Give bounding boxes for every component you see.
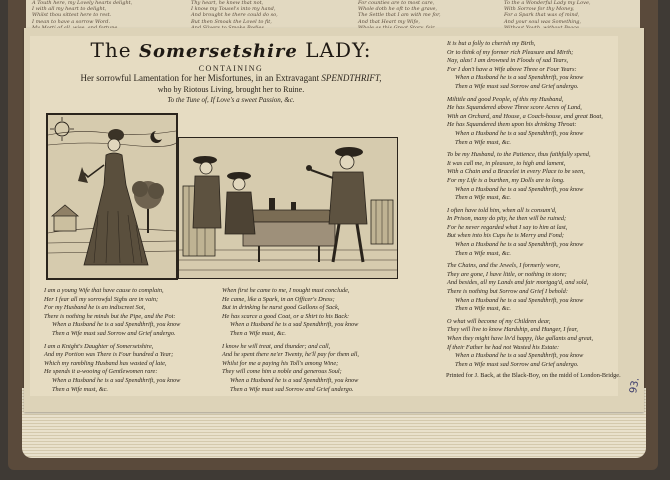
verse-line: When a Husband he is a sad Spendthrift, you know xyxy=(455,352,584,360)
verse xyxy=(447,96,627,148)
previous-page-strip xyxy=(26,0,640,30)
verse-line: I am a Knight's Daughter of Somersetshire, xyxy=(44,342,154,350)
subtitle-spendthrift: SPENDTHRIFT, xyxy=(321,73,382,83)
verse-line: It was call me, in pleasure, to high and lament, xyxy=(447,159,566,167)
prev-page-line: And your soul was Something, xyxy=(504,18,582,25)
verse-line: Her I fear all my sorrowful Sighs are in vain; xyxy=(44,295,159,303)
verse-line: Then a Wife must, &c. xyxy=(455,305,511,313)
prev-page-line: For counties are to most care, xyxy=(358,0,435,6)
verse-line: When a Husband he is a sad Spendthrift, you know xyxy=(455,241,584,249)
verse-line: For my Husband he is an indiscreet Sot, xyxy=(44,304,146,312)
prev-page-line: With Sorrow for thy Money, xyxy=(504,6,575,13)
verse-line: I often have told him, when all is consum'd, xyxy=(447,206,557,214)
verse-line: Or to think of my former rich Pleasure and Mirth; xyxy=(447,48,574,56)
verse-line: When a Husband he is a sad Spendthrift, you know xyxy=(455,74,584,82)
woodcut-lady-image xyxy=(46,113,178,280)
verse-line: It is but a folly to cherish my Birth, xyxy=(447,40,536,47)
verse xyxy=(222,343,434,395)
verse xyxy=(447,151,627,203)
verse-line: Whilst for me a paying his Toll's among Wine; xyxy=(222,359,339,367)
prev-page-line: I with all my heart to delight, xyxy=(32,6,107,13)
verse-column-right xyxy=(447,40,627,373)
verse-line: O what will become of my Children dear, xyxy=(447,317,551,325)
verse-line: Then a Wife must sad Sorrow and Grief undergo. xyxy=(230,385,354,393)
verse-line: They will come him a noble and generous Soul; xyxy=(222,368,342,376)
verse-column-left xyxy=(44,287,224,398)
verse-line: Then a Wife must, &c. xyxy=(455,138,511,146)
woodcut-tavern-image xyxy=(178,137,398,279)
title-county: Somersetshire xyxy=(138,41,298,62)
verse-line: And my Portion was There is Four hundred a Year; xyxy=(44,351,174,359)
title-the: The xyxy=(90,38,132,62)
verse-line: With an Orchard, and House, a Coach-house, and great Boat, xyxy=(447,112,603,120)
verse-line: He has scarce a good Coat, or a Shirt to his Back: xyxy=(222,312,350,320)
verse-line: The Chains, and the Jewels, I formerly wore, xyxy=(447,262,561,270)
prev-page-line: I know my Tousel's into my hand, xyxy=(191,6,276,13)
verse-line: To be my Husband, to the Patience, thus faithfully spend, xyxy=(447,151,591,159)
tune-line: To the Tune of, If Love's a sweet Passion, &c. xyxy=(167,96,295,104)
verse-line: Miltitle and good People, of this my Husband, xyxy=(447,95,564,103)
verse-line: When a Husband he is a sad Spendthrift, you know xyxy=(455,185,584,193)
prev-page-line: But then Smoak the Lovel to fit, xyxy=(191,18,272,25)
verse-line: Then a Wife must, &c. xyxy=(52,385,108,393)
folio-number: 93. xyxy=(628,376,642,395)
verse xyxy=(447,207,627,259)
verse-line: And besides, all my Lands and fair mortgag'd, and sold, xyxy=(447,279,589,287)
verse-line: They will live to know Hardship, and Hunger, I fear, xyxy=(447,326,578,334)
verse xyxy=(447,262,627,314)
verse-line: When they might have liv'd happy, like gallants and great, xyxy=(447,335,594,342)
verse-line: And he spent there ne'er Twenty, he'll pay for them all, xyxy=(222,351,359,359)
subtitle-line xyxy=(30,73,432,83)
verse-column-middle xyxy=(222,287,434,398)
containing-label: CONTAINING xyxy=(198,64,264,73)
verse-line: When a Husband he is a sad Spendthrift, you know xyxy=(455,296,584,304)
verse xyxy=(447,318,627,370)
verse-line: I know he will treat, and thunder; and call, xyxy=(222,342,331,350)
verse-line: There is nothing but Sorrow and Grief I behold: xyxy=(447,288,568,296)
verse-line: Then a Wife must sad Sorrow and Grief undergo. xyxy=(455,82,579,90)
verse-line: They are gone, I have little, or nothing in store; xyxy=(447,270,567,278)
verse-line: But when into his Cups he is Merry and Fond; xyxy=(447,232,565,240)
prev-page-line: I mean to have a sorrow Word. xyxy=(32,18,111,25)
verse-line: He came, like a Spark, in an Officer's Dress; xyxy=(222,295,335,303)
verse-line: Nay, alas! I am drowned in Floods of sad Tears, xyxy=(447,57,569,65)
verse-line: I am a young Wife that have cause to complain, xyxy=(44,287,164,294)
prev-page-line: For a Spark that was of mind, xyxy=(504,12,580,19)
printer-imprint: Printed for J. Back, at the Black-Boy, on the midd of London-Bridge. xyxy=(446,372,621,379)
verse-line: When a Husband he is a sad Spendthrift, you know xyxy=(52,376,181,384)
verse xyxy=(44,343,224,395)
verse-line: Then a Wife must sad Sorrow and Grief undergo. xyxy=(455,360,579,368)
verse-line: Then a Wife must, &c. xyxy=(455,249,511,257)
verse-line: He has Squandered them upon his drinking Throat: xyxy=(447,121,577,129)
prev-page-line: And brought he there could do so, xyxy=(191,12,278,19)
verse-line: He has Squandered above Three score Acres of Land, xyxy=(447,104,582,112)
verse-line: When a Husband he is a sad Spendthrift, you know xyxy=(52,321,181,329)
prev-page-line: Whole doth he oft to the grave, xyxy=(358,6,438,13)
verse-line: When a Husband he is a sad Spendthrift, you know xyxy=(230,376,359,384)
verse-line: When a Husband he is a sad Spendthrift, you know xyxy=(230,321,359,329)
verse xyxy=(447,40,627,92)
verse-line: When first he came to me, I nought must conclude, xyxy=(222,287,350,294)
verse-line: For my Life is a burthen, my Dolls are to long. xyxy=(447,176,565,184)
prev-page-line: Thy heart, he knew that not, xyxy=(191,0,264,6)
prev-page-line: The Settle that I am with me for, xyxy=(358,12,441,19)
verse-line: For he never regarded what I say to him at last, xyxy=(447,223,568,231)
verse xyxy=(44,287,224,339)
verse xyxy=(222,287,434,339)
title-lady: LADY: xyxy=(305,38,372,62)
verse-line: But in drinking he nurst good Gallons of Sack, xyxy=(222,304,340,312)
verse-line: In Prison, many do pity, he then will be ruined; xyxy=(447,215,567,223)
ballad-title xyxy=(30,38,432,62)
verse-line: Then a Wife must, &c. xyxy=(455,194,511,202)
verse-line: If their Father he had not Wasted his Estate: xyxy=(447,343,560,351)
prev-page-line: A Touth here, my Lovely hearts delight, xyxy=(32,0,133,6)
prev-page-line: To the a Wonderful Lady my Love, xyxy=(504,0,591,6)
prev-page-line: Whilst thou sittest here to rest. xyxy=(32,12,112,19)
verse-line: Which my rambling Husband has wasted of late, xyxy=(44,359,167,367)
verse-line: There is nothing he minds but the Pipe, and the Pot: xyxy=(44,312,176,320)
subtitle-main: Her sorrowful Lamentation for her Misfortunes, in an Extravagant xyxy=(80,73,320,83)
subtitle-ruin: who by Riotous Living, brought her to Ruine. xyxy=(157,85,305,94)
verse-line: When a Husband he is a sad Spendthrift, you know xyxy=(455,129,584,137)
verse-line: Then a Wife must sad Sorrow and Grief undergo. xyxy=(52,329,176,337)
verse-line: He spends it a-wooing of Gentlewomen rare: xyxy=(44,368,158,376)
verse-line: For I don't have a Wife above Three or Four Years: xyxy=(447,65,577,73)
verse-line: Then a Wife must, &c. xyxy=(230,329,286,337)
prev-page-line: And that Heart my Wife, xyxy=(358,18,420,25)
verse-line: With a Chain and a Bracelet in every Place to be seen, xyxy=(447,168,585,176)
